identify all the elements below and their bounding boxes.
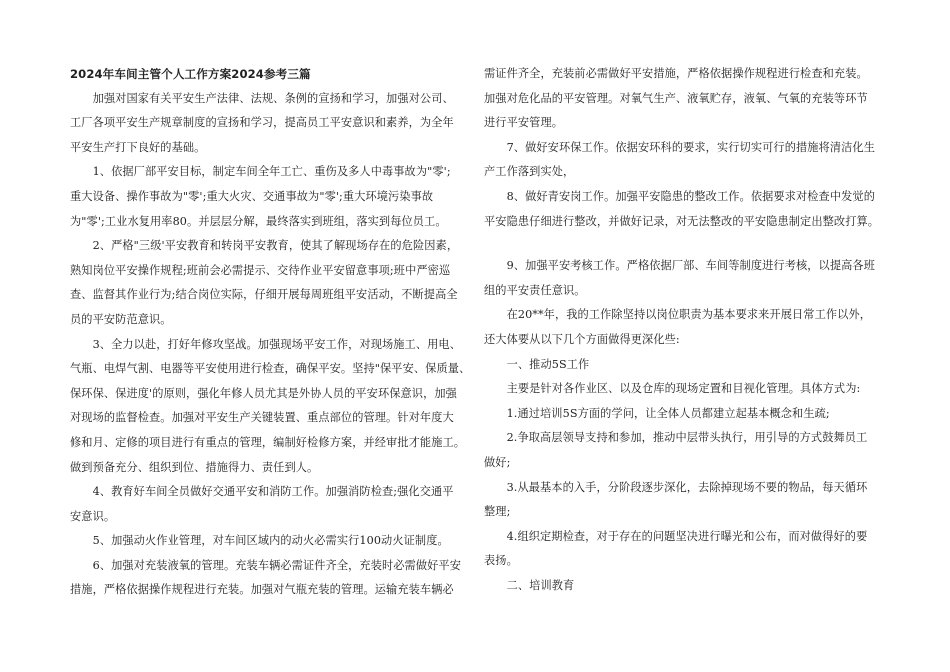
paragraph-line: 4、教育好车间全员做好交通平安和消防工作。加强消防检查;强化交通平	[70, 485, 454, 499]
paragraph-line: 9、加强平安考核工作。严格依据厂部、车间等制度进行考核，以提高各班	[484, 259, 875, 273]
document-title: 2024年车间主管个人工作方案2024参考三篇	[70, 67, 311, 81]
paragraph-line: 做到预备充分、组织到位、措施得力、责任到人。	[70, 460, 319, 474]
paragraph-line: 8、做好青安岗工作。加强平安隐患的整改工作。依据要求对检查中发觉的	[484, 189, 875, 203]
paragraph-line: 员的平安防范意识。	[70, 312, 172, 326]
paragraph-line: 整理;	[484, 505, 511, 519]
paragraph-line: 产工作落到实处，	[484, 165, 575, 179]
paragraph-line: 对现场的监督检查。加强对平安生产关键装置、重点部位的管理。针对年度大	[70, 411, 454, 425]
paragraph-line: 组的平安责任意识。	[484, 283, 586, 297]
paragraph-line: 6、加强对充装液氧的管理。充装车辆必需证件齐全，充装时必需做好平安	[70, 558, 461, 572]
blank-gap	[484, 234, 889, 254]
paragraph-line: 做好;	[484, 455, 511, 469]
paragraph-line: 还大体要从以下几个方面做得更深化些:	[484, 332, 680, 346]
paragraph-line: 表扬。	[484, 554, 518, 568]
paragraph-line: 查、监督其作业行为;结合岗位实际，仔细开展每周班组平安活动，不断提高全	[70, 288, 458, 302]
paragraph-line: 加强对危化品的平安管理。对氧气生产、液氧贮存，液氧、气氧的充装等环节	[484, 91, 868, 105]
paragraph-line: 熟知岗位平安操作规程;班前会必需提示、交待作业平安留意事项;班中严密巡	[70, 263, 451, 277]
section-heading: 一、推动5S工作	[484, 357, 590, 371]
paragraph-line: 平安隐患仔细进行整改，并做好记录，对无法整改的平安隐患制定出整改打算。	[484, 214, 880, 228]
paragraph-line: 2、严格"三级'平安教育和转岗平安教育，使其了解现场存在的危险因素，	[70, 239, 459, 253]
paragraph-line: 措施，严格依据操作规程进行充装。加强对气瓶充装的管理。运输充装车辆必	[70, 583, 454, 597]
paragraph-line: 进行平安管理。	[484, 116, 564, 130]
paragraph-line: 需证件齐全，充装前必需做好平安措施，严格依据操作规程进行检查和充装。	[484, 67, 868, 80]
paragraph-line: 重大设备、操作事故为"零';重大火灾、交通事故为"零';重大环境污染事故	[70, 189, 434, 203]
paragraph-line: 工厂各项平安生产规章制度的宣扬和学习，提高员工平安意识和素养，为全年	[70, 116, 454, 130]
paragraph-line: 气瓶、电焊气割、电器等平安使用进行检查，确保平安。坚持"保平安、保质量、	[70, 362, 470, 376]
paragraph-line: 保环保、保进度'的原则，强化年修人员尤其是外协人员的平安环保意识，加强	[70, 386, 457, 400]
paragraph-line: 加强对国家有关平安生产法律、法规、条例的宣扬和学习，加强对公司、	[70, 91, 454, 105]
paragraph-line: 主要是针对各作业区、以及仓库的现场定置和目视化管理。具体方式为:	[484, 382, 861, 396]
section-heading: 二、培训教育	[484, 578, 575, 592]
list-item: 1.通过培训5S方面的学问，让全体人员都建立起基本概念和生疏;	[484, 406, 830, 420]
list-item: 2.争取高层领导支持和参加，推动中层带头执行，用引导的方式鼓舞员工	[484, 431, 868, 445]
paragraph-line: 为"零';工业水复用率80。并层层分解，最终落实到班组，落实到每位员工。	[70, 214, 447, 228]
paragraph-line: 5、加强动火作业管理，对车间区域内的动火必需实行100动火证制度。	[70, 534, 449, 548]
paragraph-line: 修和月、定修的项目进行有重点的管理，编制好检修方案，并经审批才能施工。	[70, 435, 466, 449]
paragraph-line: 3、全力以赴，打好年修攻坚战。加强现场平安工作，对现场施工、用电、	[70, 337, 461, 351]
paragraph-line: 1、依据厂部平安目标，制定车间全年工亡、重伤及多人中毒事故为"零';	[70, 165, 451, 179]
left-column	[70, 62, 470, 603]
paragraph-line: 7、做好安环保工作。依据安环科的要求，实行切实可行的措施将清洁化生	[484, 140, 875, 154]
list-item: 4.组织定期检查，对于存在的问题坚决进行曝光和公布，而对做得好的要	[484, 529, 868, 543]
right-column	[484, 62, 889, 598]
paragraph-line: 平安生产打下良好的基础。	[70, 140, 206, 154]
paragraph-line: 在20**年，我的工作除坚持以岗位职责为基本要求来开展日常工作以外，	[484, 308, 872, 322]
list-item: 3.从最基本的入手，分阶段逐步深化，去除掉现场不要的物品，每天循环	[484, 480, 868, 494]
paragraph-line: 安意识。	[70, 509, 116, 523]
